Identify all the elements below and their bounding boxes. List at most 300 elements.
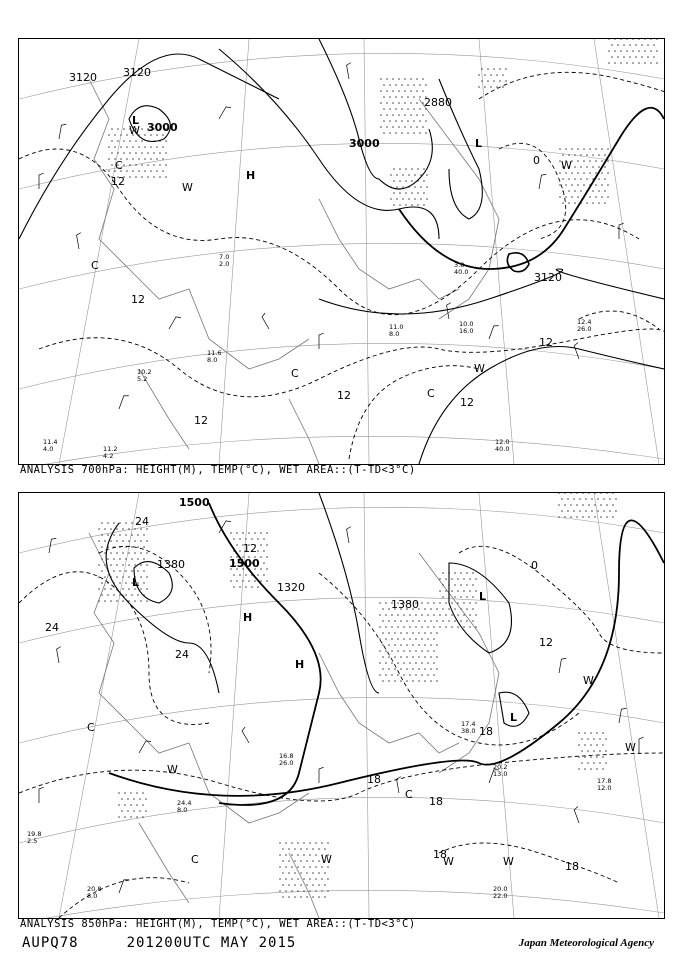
wet-dot bbox=[117, 140, 119, 142]
height-contours bbox=[106, 493, 664, 805]
temp-label: 12 bbox=[131, 293, 145, 306]
low-center-marker: L bbox=[132, 114, 140, 127]
wet-dot bbox=[405, 180, 407, 182]
wet-dot bbox=[282, 884, 284, 886]
wet-dot bbox=[418, 668, 420, 670]
wet-dot bbox=[104, 600, 106, 602]
wet-dot bbox=[594, 493, 596, 494]
station-obs-value: 5.2 bbox=[137, 375, 148, 383]
isotherm bbox=[39, 329, 664, 397]
wet-dot bbox=[407, 132, 409, 134]
wet-dot bbox=[379, 674, 381, 676]
wet-dot bbox=[400, 620, 402, 622]
wet-dot bbox=[594, 504, 596, 506]
wet-dot bbox=[125, 582, 127, 584]
station-obs-value: 8.0 bbox=[87, 892, 98, 900]
wet-dot bbox=[620, 39, 622, 40]
wet-dot bbox=[119, 582, 121, 584]
wet-dot bbox=[442, 572, 444, 574]
wet-dot bbox=[101, 558, 103, 560]
wet-dot bbox=[388, 680, 390, 682]
wet-dot bbox=[623, 44, 625, 46]
height-label: 3120 bbox=[123, 66, 151, 79]
cold-center-marker: C bbox=[115, 159, 123, 172]
wet-dot bbox=[397, 662, 399, 664]
wet-dot bbox=[285, 842, 287, 844]
wet-dot bbox=[383, 108, 385, 110]
wet-dot bbox=[398, 114, 400, 116]
wet-dot bbox=[632, 62, 634, 64]
isotherm bbox=[59, 878, 189, 918]
wet-dot bbox=[463, 578, 465, 580]
cold-center-marker: C bbox=[91, 259, 99, 272]
wet-dot bbox=[407, 96, 409, 98]
height-contour bbox=[419, 347, 664, 465]
wet-dot bbox=[389, 84, 391, 86]
wet-dot bbox=[130, 792, 132, 794]
wet-dot bbox=[393, 180, 395, 182]
wet-dot bbox=[391, 626, 393, 628]
station-obs-value: 16.8 bbox=[279, 752, 294, 760]
wet-dot bbox=[300, 884, 302, 886]
wet-dot bbox=[609, 498, 611, 500]
wet-dot bbox=[612, 516, 614, 518]
wet-dot bbox=[408, 198, 410, 200]
wet-dot bbox=[291, 890, 293, 892]
wet-dot bbox=[110, 600, 112, 602]
wet-dot bbox=[410, 102, 412, 104]
wet-dot bbox=[433, 602, 435, 604]
wet-dot bbox=[144, 158, 146, 160]
wet-dot bbox=[426, 186, 428, 188]
wet-dot bbox=[571, 148, 573, 150]
wet-dot bbox=[607, 184, 609, 186]
wet-dot bbox=[396, 186, 398, 188]
wet-dot bbox=[407, 120, 409, 122]
wet-dot bbox=[463, 626, 465, 628]
wet-dot bbox=[430, 608, 432, 610]
wind-barb bbox=[447, 303, 451, 319]
wet-dot bbox=[502, 86, 504, 88]
wet-dot bbox=[395, 84, 397, 86]
panel-caption-700hpa: ANALYSIS 700hPa: HEIGHT(M), TEMP(°C), WET AREA::(T-TD<3°C) bbox=[20, 464, 416, 476]
low-center-marker: L bbox=[132, 576, 140, 589]
wet-dot bbox=[136, 792, 138, 794]
wet-dot bbox=[593, 762, 595, 764]
wet-dot bbox=[391, 674, 393, 676]
wet-dot bbox=[162, 158, 164, 160]
wet-dot bbox=[107, 522, 109, 524]
wet-dot bbox=[602, 732, 604, 734]
wet-dot bbox=[415, 626, 417, 628]
wet-dot bbox=[135, 164, 137, 166]
wet-dot bbox=[593, 750, 595, 752]
wet-dot bbox=[248, 580, 250, 582]
valid-time: 201200UTC MAY 2015 bbox=[126, 935, 297, 951]
wet-dot bbox=[568, 178, 570, 180]
station-obs-value: 40.0 bbox=[454, 268, 469, 276]
wet-dot bbox=[303, 878, 305, 880]
wet-dot bbox=[383, 96, 385, 98]
wet-dot bbox=[407, 84, 409, 86]
height-label: 3000 bbox=[147, 121, 178, 134]
temp-label: 12 bbox=[539, 336, 553, 349]
wet-dot bbox=[615, 498, 617, 500]
wet-dot bbox=[415, 662, 417, 664]
wet-dot bbox=[233, 586, 235, 588]
wet-dot bbox=[416, 114, 418, 116]
wet-dot bbox=[392, 90, 394, 92]
wet-dot bbox=[122, 540, 124, 542]
wind-barb bbox=[347, 527, 351, 543]
wet-dot bbox=[388, 620, 390, 622]
wet-dot bbox=[315, 842, 317, 844]
map-850hpa-canvas bbox=[19, 493, 664, 918]
wet-dot bbox=[116, 528, 118, 530]
wet-dot bbox=[401, 132, 403, 134]
wet-dot bbox=[430, 656, 432, 658]
wet-dot bbox=[266, 544, 268, 546]
wet-dot bbox=[430, 644, 432, 646]
wet-dot bbox=[382, 620, 384, 622]
wet-dot bbox=[558, 493, 560, 494]
warm-center-marker: W bbox=[129, 124, 140, 137]
wet-dot bbox=[406, 680, 408, 682]
wet-dot bbox=[650, 62, 652, 64]
wet-dot bbox=[143, 558, 145, 560]
wet-dot bbox=[424, 608, 426, 610]
wet-dot bbox=[127, 810, 129, 812]
wet-dot bbox=[263, 574, 265, 576]
wet-dot bbox=[111, 152, 113, 154]
wet-dot bbox=[124, 816, 126, 818]
wet-dot bbox=[397, 638, 399, 640]
wet-dot bbox=[418, 632, 420, 634]
wet-dot bbox=[146, 564, 148, 566]
wet-dot bbox=[125, 558, 127, 560]
wet-dot bbox=[392, 114, 394, 116]
wet-dot bbox=[159, 176, 161, 178]
isotherm bbox=[439, 843, 619, 883]
station-obs-value: 19.8 bbox=[27, 830, 42, 838]
station-obs-value: 3.8 bbox=[454, 261, 465, 269]
wet-dot bbox=[138, 146, 140, 148]
wet-dot bbox=[257, 550, 259, 552]
wet-dot bbox=[593, 738, 595, 740]
wet-dot bbox=[611, 56, 613, 58]
wet-dot bbox=[413, 96, 415, 98]
wet-dot bbox=[439, 626, 441, 628]
wet-dot bbox=[414, 186, 416, 188]
high-center-marker: H bbox=[295, 658, 305, 671]
station-obs-value: 11.0 bbox=[389, 323, 404, 331]
wet-dot bbox=[110, 588, 112, 590]
wet-dot bbox=[439, 590, 441, 592]
wet-dot bbox=[318, 896, 320, 898]
wet-dot bbox=[385, 638, 387, 640]
wet-dot bbox=[136, 816, 138, 818]
wet-dot bbox=[162, 146, 164, 148]
wet-area bbox=[98, 493, 617, 898]
height-label: 3120 bbox=[534, 271, 562, 284]
wet-dot bbox=[288, 884, 290, 886]
temp-label: 12 bbox=[460, 396, 474, 409]
wet-dot bbox=[397, 626, 399, 628]
longitude-line bbox=[59, 493, 139, 918]
wet-dot bbox=[113, 594, 115, 596]
wet-dot bbox=[635, 56, 637, 58]
wet-dot bbox=[385, 602, 387, 604]
wet-dot bbox=[451, 614, 453, 616]
wet-dot bbox=[583, 172, 585, 174]
wet-dot bbox=[120, 134, 122, 136]
wind-barb bbox=[77, 233, 81, 249]
wet-dot bbox=[411, 192, 413, 194]
wet-dot bbox=[312, 872, 314, 874]
wet-dot bbox=[587, 762, 589, 764]
wet-dot bbox=[266, 580, 268, 582]
wet-dot bbox=[108, 158, 110, 160]
high-center-marker: H bbox=[243, 611, 253, 624]
wet-dot bbox=[647, 56, 649, 58]
wet-dot bbox=[318, 848, 320, 850]
wet-dot bbox=[609, 510, 611, 512]
station-obs-value: 11.4 bbox=[43, 438, 58, 446]
wet-dot bbox=[644, 39, 646, 40]
wet-dot bbox=[421, 674, 423, 676]
wet-dot bbox=[141, 128, 143, 130]
wet-dot bbox=[463, 590, 465, 592]
wet-dot bbox=[128, 552, 130, 554]
wet-dot bbox=[601, 172, 603, 174]
wet-dot bbox=[266, 568, 268, 570]
wet-dot bbox=[629, 44, 631, 46]
wet-dot bbox=[140, 528, 142, 530]
chart-id: AUPQ78 bbox=[22, 935, 79, 951]
wet-dot bbox=[288, 860, 290, 862]
wet-dot bbox=[442, 608, 444, 610]
wet-dot bbox=[129, 152, 131, 154]
wet-dot bbox=[159, 152, 161, 154]
wet-dot bbox=[114, 134, 116, 136]
isotherm bbox=[19, 149, 639, 315]
wet-dot bbox=[135, 152, 137, 154]
wet-dot bbox=[478, 86, 480, 88]
wet-dot bbox=[401, 96, 403, 98]
wet-dot bbox=[430, 620, 432, 622]
station-obs-value: 20.0 bbox=[493, 885, 508, 893]
wet-dot bbox=[388, 644, 390, 646]
wet-dot bbox=[423, 192, 425, 194]
wet-dot bbox=[436, 644, 438, 646]
wet-dot bbox=[638, 39, 640, 40]
wet-dot bbox=[632, 39, 634, 40]
wet-dot bbox=[260, 568, 262, 570]
wet-dot bbox=[595, 184, 597, 186]
wet-dot bbox=[415, 674, 417, 676]
wet-dot bbox=[614, 39, 616, 40]
wet-dot bbox=[561, 498, 563, 500]
wet-dot bbox=[108, 134, 110, 136]
wet-dot bbox=[457, 590, 459, 592]
wet-dot bbox=[604, 190, 606, 192]
wet-dot bbox=[574, 166, 576, 168]
wet-dot bbox=[399, 180, 401, 182]
wet-dot bbox=[592, 154, 594, 156]
wet-dot bbox=[312, 896, 314, 898]
wet-dot bbox=[598, 178, 600, 180]
wet-dot bbox=[641, 44, 643, 46]
wet-dot bbox=[410, 78, 412, 80]
wet-dot bbox=[425, 120, 427, 122]
wet-dot bbox=[460, 596, 462, 598]
wet-dot bbox=[653, 44, 655, 46]
wet-dot bbox=[412, 644, 414, 646]
wet-dot bbox=[300, 872, 302, 874]
wet-dot bbox=[595, 196, 597, 198]
wet-dot bbox=[573, 498, 575, 500]
wet-dot bbox=[445, 626, 447, 628]
wet-dot bbox=[403, 674, 405, 676]
wet-dot bbox=[565, 196, 567, 198]
wet-dot bbox=[584, 768, 586, 770]
latitude-line bbox=[19, 597, 664, 643]
wet-dot bbox=[559, 196, 561, 198]
wet-dot bbox=[417, 168, 419, 170]
temp-label: 18 bbox=[565, 860, 579, 873]
wet-dot bbox=[165, 152, 167, 154]
wet-dot bbox=[419, 84, 421, 86]
wet-dot bbox=[131, 558, 133, 560]
wet-dot bbox=[385, 626, 387, 628]
wet-dot bbox=[257, 574, 259, 576]
wet-dot bbox=[582, 504, 584, 506]
wet-dot bbox=[638, 62, 640, 64]
wet-dot bbox=[570, 516, 572, 518]
wet-dot bbox=[118, 804, 120, 806]
wet-dot bbox=[469, 626, 471, 628]
latitude-line bbox=[19, 697, 664, 743]
wet-dot bbox=[294, 884, 296, 886]
wet-dot bbox=[318, 872, 320, 874]
wet-dot bbox=[574, 202, 576, 204]
wet-dot bbox=[587, 750, 589, 752]
wet-dot bbox=[601, 160, 603, 162]
wet-dot bbox=[327, 842, 329, 844]
wet-dot bbox=[582, 516, 584, 518]
wet-dot bbox=[236, 544, 238, 546]
wet-dot bbox=[391, 638, 393, 640]
wet-dot bbox=[101, 522, 103, 524]
wet-dot bbox=[260, 532, 262, 534]
wet-dot bbox=[393, 192, 395, 194]
wet-dot bbox=[146, 552, 148, 554]
wet-dot bbox=[475, 590, 477, 592]
wet-dot bbox=[140, 588, 142, 590]
wet-dot bbox=[254, 580, 256, 582]
wet-dot bbox=[393, 204, 395, 206]
wet-dot bbox=[130, 804, 132, 806]
wet-dot bbox=[98, 588, 100, 590]
wet-dot bbox=[263, 550, 265, 552]
wet-dot bbox=[445, 590, 447, 592]
chart-footer-left bbox=[22, 935, 296, 951]
graticule bbox=[19, 493, 664, 918]
wet-dot bbox=[327, 866, 329, 868]
wet-dot bbox=[410, 126, 412, 128]
wet-dot bbox=[605, 762, 607, 764]
station-obs-value: 4.0 bbox=[43, 445, 54, 453]
height-contour-thick bbox=[109, 520, 664, 795]
wet-dot bbox=[570, 493, 572, 494]
wet-dot bbox=[98, 528, 100, 530]
wet-dot bbox=[279, 866, 281, 868]
wet-dot bbox=[318, 860, 320, 862]
height-label: 1380 bbox=[391, 598, 419, 611]
wet-dot bbox=[469, 602, 471, 604]
station-obs-value: 20.8 bbox=[87, 885, 102, 893]
wet-dot bbox=[424, 620, 426, 622]
wet-dot bbox=[395, 132, 397, 134]
wet-dot bbox=[139, 798, 141, 800]
wet-dot bbox=[463, 602, 465, 604]
wet-dot bbox=[119, 534, 121, 536]
wet-dot bbox=[564, 504, 566, 506]
wet-dot bbox=[309, 878, 311, 880]
wet-dot bbox=[146, 576, 148, 578]
wet-dot bbox=[400, 644, 402, 646]
coastline-indochina bbox=[139, 823, 189, 903]
wet-dot bbox=[303, 866, 305, 868]
height-contour bbox=[106, 523, 219, 693]
wet-dot bbox=[419, 96, 421, 98]
wet-dot bbox=[647, 44, 649, 46]
station-obs-value: 40.0 bbox=[495, 445, 510, 453]
wet-dot bbox=[288, 848, 290, 850]
wet-dot bbox=[123, 128, 125, 130]
wet-dot bbox=[423, 204, 425, 206]
wet-dot bbox=[141, 164, 143, 166]
height-contour bbox=[319, 269, 664, 314]
wet-dot bbox=[415, 650, 417, 652]
wet-dot bbox=[406, 620, 408, 622]
wet-dot bbox=[144, 170, 146, 172]
wet-dot bbox=[132, 146, 134, 148]
wet-dot bbox=[133, 810, 135, 812]
wet-dot bbox=[427, 602, 429, 604]
wet-dot bbox=[436, 656, 438, 658]
wet-dot bbox=[385, 674, 387, 676]
wet-dot bbox=[597, 498, 599, 500]
wet-dot bbox=[139, 810, 141, 812]
wet-dot bbox=[568, 154, 570, 156]
map-700hpa-canvas bbox=[19, 39, 664, 464]
wet-dot bbox=[388, 656, 390, 658]
wet-dot bbox=[472, 596, 474, 598]
wet-dot bbox=[383, 84, 385, 86]
wet-dot bbox=[142, 816, 144, 818]
wet-dot bbox=[589, 196, 591, 198]
wet-dot bbox=[104, 540, 106, 542]
wet-dot bbox=[598, 202, 600, 204]
longitude-line bbox=[594, 39, 659, 464]
wet-dot bbox=[413, 108, 415, 110]
wet-dot bbox=[562, 154, 564, 156]
wet-dot bbox=[404, 126, 406, 128]
height-contour bbox=[19, 54, 279, 239]
wet-dot bbox=[315, 890, 317, 892]
wet-dot bbox=[110, 528, 112, 530]
